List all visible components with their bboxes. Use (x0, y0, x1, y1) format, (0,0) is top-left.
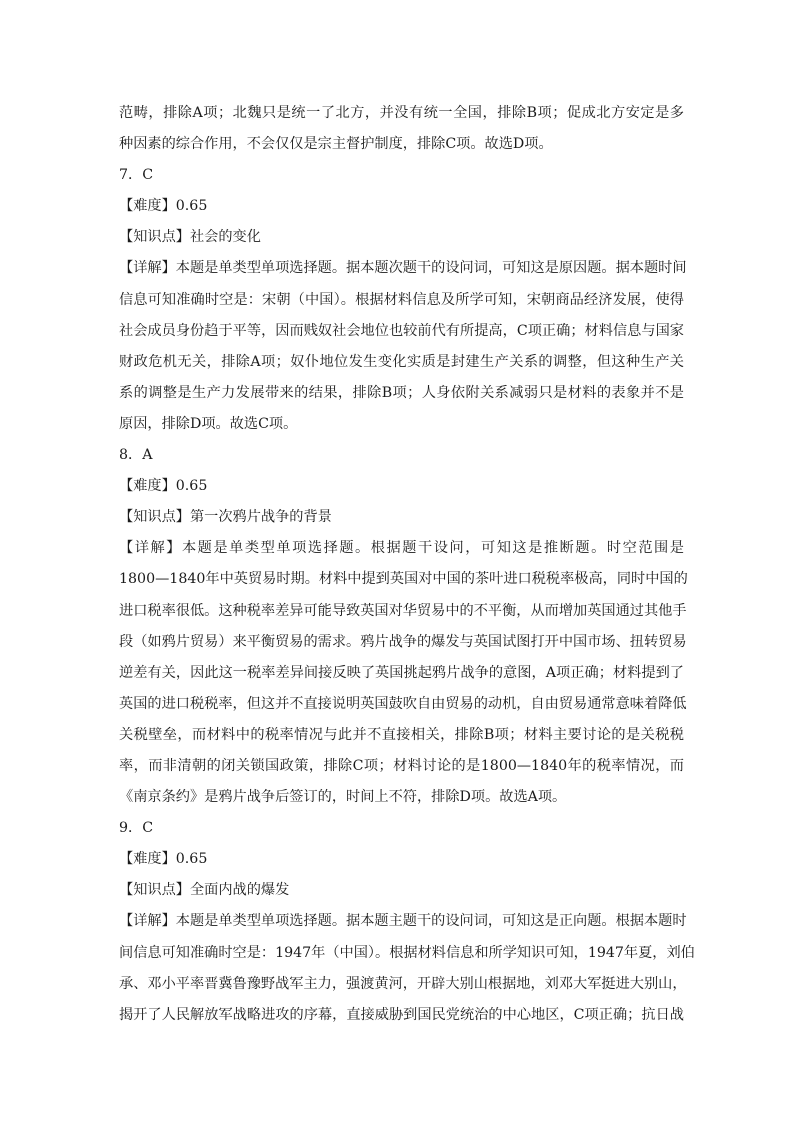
explanation-line: 社会成员身份趋于平等，因而贱奴社会地位也较前代有所提高，C项正确；材料信息与国家 (119, 322, 684, 339)
knowledge-point-label: 【知识点】社会的变化 (119, 229, 261, 246)
text-line: 范畴，排除A项；北魏只是统一了北方，并没有统一全国，排除B项；促成北方安定是多 (119, 105, 684, 121)
explanation-line: 关税壁垒，而材料中的税率情况与此并不直接相关，排除B项；材料主要讨论的是关税税 (119, 726, 684, 743)
explanation-line: 进口税率很低。这种税率差异可能导致英国对华贸易中的不平衡，从而增加英国通过其他手 (119, 602, 687, 619)
text-line: 种因素的综合作用，不会仅仅是宗主督护制度，排除C项。故选D项。 (119, 136, 553, 153)
difficulty-label: 【难度】0.65 (119, 478, 208, 495)
explanation-line: 【详解】本题是单类型单项选择题。根据题干设问，可知这是推断题。时空范围是 (119, 540, 684, 557)
knowledge-point-label: 【知识点】全面内战的爆发 (119, 882, 290, 899)
explanation-line: 英国的进口税税率，但这并不直接说明英国鼓吹自由贸易的动机，自由贸易通常意味着降低 (119, 695, 687, 712)
explanation-line: 原因，排除D项。故选C项。 (119, 415, 298, 432)
explanation-line: 【详解】本题是单类型单项选择题。据本题次题干的设问词，可知这是原因题。据本题时间 (119, 260, 687, 277)
difficulty-label: 【难度】0.65 (119, 851, 208, 868)
difficulty-label: 【难度】0.65 (119, 198, 208, 215)
answer-heading: 9．C (119, 820, 154, 837)
explanation-line: 间信息可知准确时空是：1947年（中国）。根据材料信息和所学知识可知，1947年夏，刘伯 (119, 944, 695, 961)
explanation-line: 信息可知准确时空是：宋朝（中国）。根据材料信息及所学可知，宋朝商品经济发展，使得 (119, 291, 684, 308)
explanation-line: 财政危机无关，排除A项；奴仆地位发生变化实质是封建生产关系的调整，但这种生产关 (119, 353, 684, 370)
explanation-line: 率，而非清朝的闭关锁国政策，排除C项；材料讨论的是1800—1840年的税率情况，而 (119, 757, 684, 774)
explanation-line: 段（如鸦片贸易）来平衡贸易的需求。鸦片战争的爆发与英国试图打开中国市场、扭转贸易 (119, 633, 687, 650)
explanation-line: 【详解】本题是单类型单项选择题。据本题主题干的设问词，可知这是正向题。根据本题时 (119, 913, 687, 930)
explanation-line: 《南京条约》是鸦片战争后签订的，时间上不符，排除D项。故选A项。 (119, 789, 567, 806)
explanation-line: 1800—1840年中英贸易时期。材料中提到英国对中国的茶叶进口税税率极高，同时中国的 (119, 571, 688, 588)
document-body (119, 98, 695, 1031)
explanation-line: 系的调整是生产力发展带来的结果，排除B项；人身依附关系减弱只是材料的表象并不是 (119, 384, 684, 401)
knowledge-point-label: 【知识点】第一次鸦片战争的背景 (119, 509, 332, 526)
answer-heading: 8．A (119, 447, 153, 464)
answer-heading: 7．C (119, 167, 154, 184)
explanation-line: 揭开了人民解放军战略进攻的序幕，直接威胁到国民党统治的中心地区，C项正确；抗日战 (119, 1006, 684, 1023)
explanation-line: 逆差有关，因此这一税率差异间接反映了英国挑起鸦片战争的意图，A项正确；材料提到了 (119, 664, 684, 681)
explanation-line: 承、邓小平率晋冀鲁豫野战军主力，强渡黄河，开辟大别山根据地，刘邓大军挺进大别山， (119, 975, 687, 992)
